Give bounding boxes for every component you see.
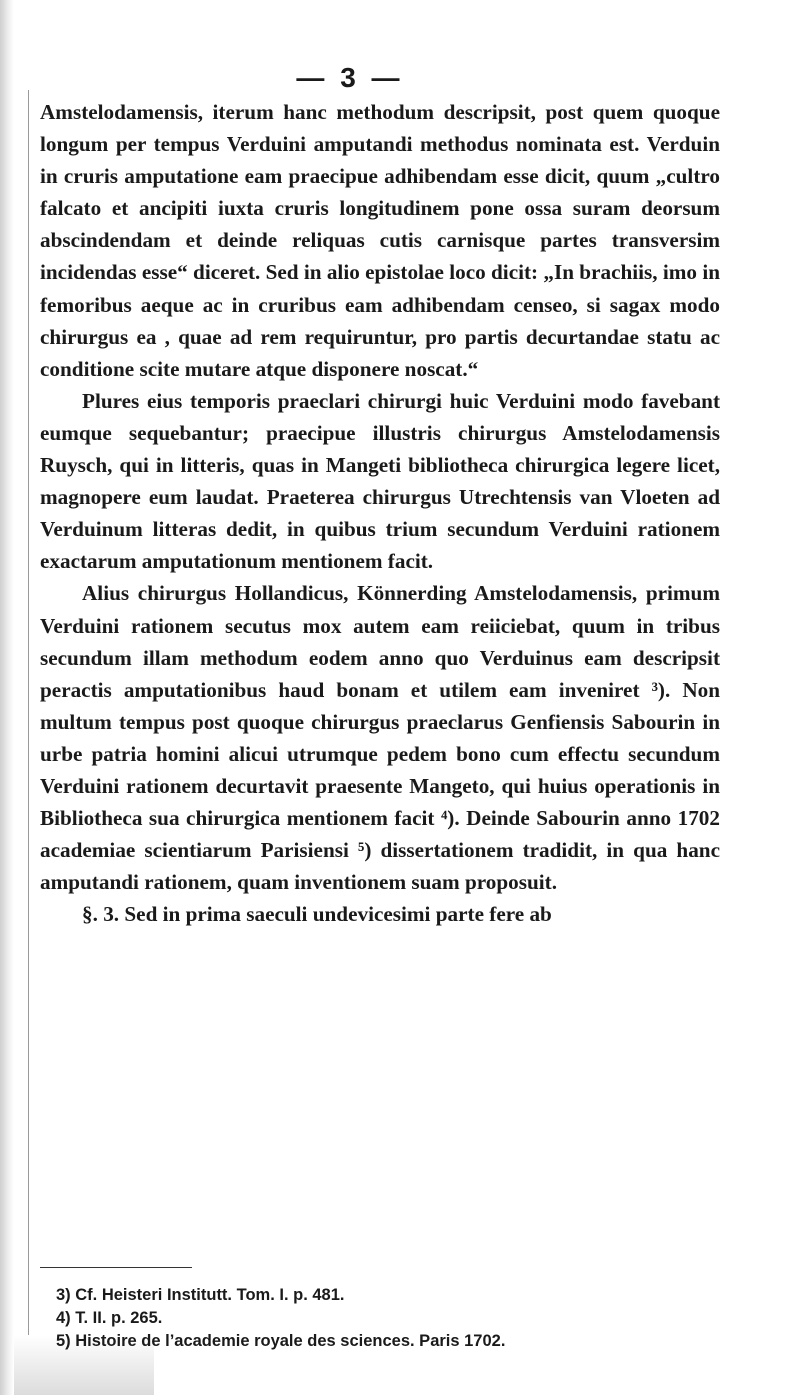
paragraph-1: Amstelodamensis, iterum hanc methodum descripsit, post quem quoque longum per tempus Verduini amputandi methodus nominata est. Verduin in cruris amputatione eam praecipue adhibendam esse dicit, quum „cultro falcato et ancipiti iuxta cruris longitudinem pone ossa suram deorsum abscindendam et deinde reliquas cutis carnisque partes transversim incidendas esse“ diceret. Sed in alio epistolae loco dicit: „In brachiis, imo in femoribus aeque ac in cruribus eam adhibendam censeo, si sagax modo chirurgus ea , quae ad rem requiruntur, pro partis decurtandae statu ac conditione scite mutare atque disponere noscat.“ <box>40 100 720 381</box>
footnote-separator <box>40 1267 192 1268</box>
main-text <box>40 96 720 930</box>
paragraph-2: Plures eius temporis praeclari chirurgi huic Verduini modo favebant eumque sequebantur; praecipue illustris chirurgus Amstelodamensis Ruysch, qui in litteris, quas in Mangeti bibliotheca chirurgica legere licet, magnopere eum laudat. Praeterea chirurgus Utrechtensis van Vloeten ad Verduinum litteras dedit, in quibus trium secundum Verduini rationem exactarum amputationum mentionem facit. <box>40 388 720 574</box>
gutter-line <box>28 90 29 1380</box>
page-gutter-edge <box>0 0 14 1395</box>
paragraph-3: Alius chirurgus Hollandicus, Könnerding Amstelodamensis, primum Verduini rationem secutus mox autem eam reiiciebat, quum in tribus secundum illam methodum eodem anno quo Verduinus eam descripsit peractis amputationibus haud bonam et utilem eam inveniret ³). Non multum tempus post quoque chirurgus praeclarus Genfiensis Sabourin in urbe patria homini alicui utrumque pedem bono cum effectu secundum Verduini rationem decurtavit praesente Mangeto, qui huius operationis in Bibliotheca sua chirurgica mentionem facit ⁴). Deinde Sabourin anno 1702 academiae scientiarum Parisiensi ⁵) dissertationem tradidit, in qua hanc amputandi rationem, quam inventionem suam proposuit. <box>40 581 720 895</box>
footnote-4: 4) T. II. p. 265. <box>56 1309 163 1327</box>
footnotes <box>56 1284 716 1353</box>
footnote-3: 3) Cf. Heisteri Institutt. Tom. I. p. 481. <box>56 1286 345 1304</box>
section-heading-paragraph: §. 3. Sed in prima saeculi undevicesimi parte fere ab <box>82 902 552 927</box>
page-number: — 3 — <box>296 62 404 93</box>
footnote-5: 5) Histoire de l’academie royale des sciences. Paris 1702. <box>56 1332 506 1350</box>
